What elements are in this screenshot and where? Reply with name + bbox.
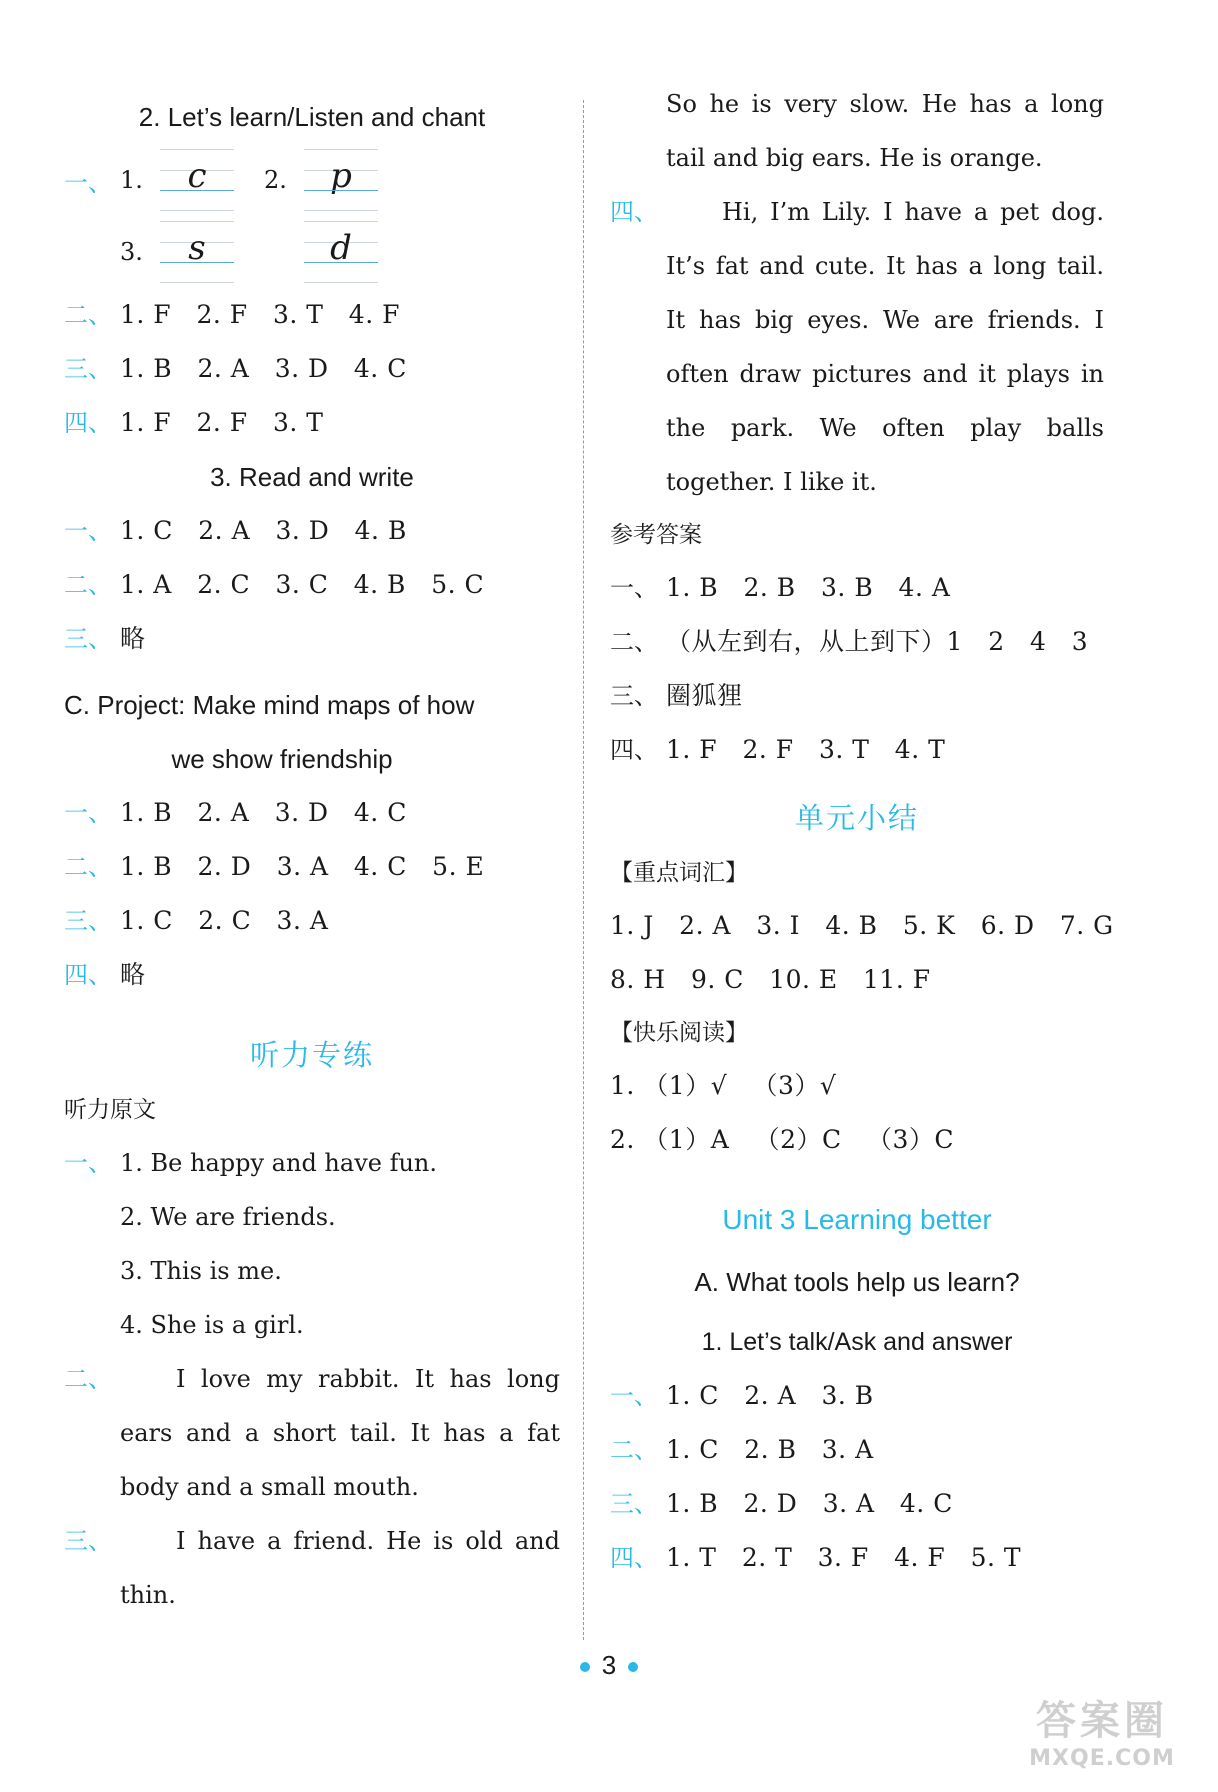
- question-mark: 一、: [610, 1382, 658, 1410]
- question-mark: 二、: [610, 1436, 658, 1464]
- handwritten-letter: c: [187, 156, 207, 196]
- answers: 1. J 2. A 3. I 4. B 5. K 6. D 7. G: [610, 911, 1114, 940]
- watermark-logo: [1012, 1696, 1192, 1780]
- question-mark: 四、: [610, 1544, 658, 1572]
- unit3-title: Unit 3 Learning better: [722, 1204, 992, 1235]
- listening-title: 听力专练: [249, 1038, 374, 1072]
- answers: 1. （1）√ （3）√: [610, 1071, 837, 1100]
- answer-row: [64, 558, 560, 612]
- unit3-subtitle: A. What tools help us learn?: [694, 1267, 1020, 1297]
- answer-row: [610, 723, 1104, 777]
- handwriting-row-2: [64, 216, 560, 288]
- answers: 1. C 2. C 3. A: [120, 906, 329, 935]
- vocab-answers: [610, 953, 1104, 1007]
- four-line-grid: [304, 149, 378, 211]
- answer-row: [64, 288, 560, 342]
- answer-row: [64, 840, 560, 894]
- watermark-url: MXQE.COM: [1029, 1746, 1175, 1771]
- question-mark: 四、: [64, 409, 112, 437]
- four-line-grid: [304, 221, 378, 283]
- transcript-q2: [64, 1352, 560, 1514]
- answers: （从左到右，从上到下）1 2 4 3: [666, 627, 1089, 656]
- question-mark: 四、: [64, 961, 112, 989]
- answers: 1. A 2. C 3. C 4. B 5. C: [120, 570, 485, 599]
- answer-row: [610, 1531, 1104, 1585]
- question-mark: 一、: [64, 168, 112, 197]
- answer-row: [64, 612, 560, 666]
- item-number: 1.: [120, 166, 143, 194]
- answer-row: [64, 342, 560, 396]
- four-line-grid: [160, 221, 234, 283]
- section-title-learn-chant: 2. Let’s learn/Listen and chant: [138, 102, 486, 132]
- section-title-project: C. Project: Make mind maps of how: [64, 690, 475, 720]
- answers: 1. F 2. F 3. T 4. T: [666, 735, 946, 764]
- question-mark: 三、: [610, 1490, 658, 1518]
- answers: 1. B 2. D 3. A 4. C 5. E: [120, 852, 485, 881]
- transcript-label: 听力原文: [64, 1097, 156, 1123]
- answer-row: [64, 894, 560, 948]
- question-mark: 二、: [64, 1365, 112, 1393]
- answer-row: [610, 1477, 1104, 1531]
- item-number: 2.: [264, 166, 287, 194]
- question-mark: 三、: [64, 625, 112, 653]
- question-mark: 四、: [610, 736, 658, 764]
- dot-icon: [628, 1662, 638, 1672]
- question-mark: 一、: [64, 799, 112, 827]
- question-mark: 一、: [610, 574, 658, 602]
- answers: 1. B 2. D 3. A 4. C: [666, 1489, 953, 1518]
- answers-label: 参考答案: [610, 522, 702, 548]
- reading-label: 【快乐阅读】: [610, 1020, 748, 1046]
- answers: 1. F 2. F 3. T 4. F: [120, 300, 400, 329]
- handwriting-row-1: [64, 144, 560, 216]
- transcript-q4: [610, 185, 1104, 509]
- answer-row: [64, 948, 560, 1002]
- answers: 8. H 9. C 10. E 11. F: [610, 965, 931, 994]
- transcript-paragraph: Hi, I’m Lily. I have a pet dog. It’s fat and cute. It has a long tail. It has big eyes. We are friends. I often draw pictures and it plays in the park. We often play balls together. I like it.: [666, 198, 1104, 496]
- transcript-paragraph: I love my rabbit. It has long ears and a short tail. It has a fat body and a small mouth.: [120, 1365, 560, 1501]
- transcript-line: 4. She is a girl.: [120, 1311, 304, 1339]
- handwritten-letter: p: [330, 156, 352, 196]
- transcript-q1: [64, 1136, 560, 1352]
- column-divider: [583, 100, 584, 1640]
- answer-row: [64, 396, 560, 450]
- answers: 1. C 2. A 3. D 4. B: [120, 516, 407, 545]
- page-number-text: 3: [601, 1650, 617, 1680]
- answers: 1. T 2. T 3. F 4. F 5. T: [666, 1543, 1022, 1572]
- answer-row: [610, 1369, 1104, 1423]
- question-mark: 三、: [64, 1527, 112, 1555]
- question-mark: 一、: [64, 1149, 112, 1177]
- answers: 1. B 2. A 3. D 4. C: [120, 354, 407, 383]
- section-title-read-write: 3. Read and write: [210, 462, 414, 492]
- answer-row: [610, 669, 1104, 723]
- question-mark: 一、: [64, 517, 112, 545]
- question-mark: 二、: [64, 853, 112, 881]
- item-number: 3.: [120, 238, 143, 266]
- transcript-paragraph: I have a friend. He is old and thin.: [120, 1527, 560, 1609]
- question-mark: 三、: [64, 355, 112, 383]
- answer-row: [610, 561, 1104, 615]
- four-line-grid: [160, 149, 234, 211]
- handwritten-letter: d: [330, 228, 352, 268]
- answer-row: [64, 504, 560, 558]
- answer-row: [64, 786, 560, 840]
- reading-answers: [610, 1113, 1104, 1167]
- vocab-label: 【重点词汇】: [610, 860, 748, 886]
- section-title-project-line2: we show friendship: [171, 744, 393, 774]
- right-column: [610, 77, 1114, 1585]
- reading-answers: [610, 1059, 1104, 1113]
- transcript-line: 2. We are friends.: [120, 1203, 336, 1231]
- answers: 1. C 2. B 3. A: [666, 1435, 874, 1464]
- handwritten-letter: s: [188, 228, 206, 268]
- watermark-text: 答案圈: [1036, 1698, 1168, 1744]
- question-mark: 三、: [64, 907, 112, 935]
- unit-summary-title: 单元小结: [794, 801, 919, 835]
- answers: 略: [120, 960, 146, 989]
- transcript-line: 3. This is me.: [120, 1257, 282, 1285]
- answers: 圈狐狸: [666, 681, 743, 710]
- question-mark: 二、: [64, 301, 112, 329]
- answer-row: [610, 1423, 1104, 1477]
- transcript-q3: [64, 1514, 560, 1622]
- answers: 略: [120, 624, 146, 653]
- transcript-line: 1. Be happy and have fun.: [120, 1149, 438, 1177]
- question-mark: 四、: [610, 198, 658, 226]
- answer-row: [610, 615, 1104, 669]
- page-number: [0, 1650, 1218, 1681]
- question-mark: 三、: [610, 682, 658, 710]
- answers: 1. B 2. B 3. B 4. A: [666, 573, 951, 602]
- answers: 1. B 2. A 3. D 4. C: [120, 798, 407, 827]
- transcript-continued: So he is very slow. He has a long tail and big ears. He is orange.: [666, 90, 1104, 172]
- question-mark: 二、: [610, 628, 658, 656]
- unit3-section-title: 1. Let’s talk/Ask and answer: [701, 1328, 1013, 1356]
- question-mark: 二、: [64, 571, 112, 599]
- answers: 2. （1）A （2）C （3）C: [610, 1125, 955, 1154]
- vocab-answers: [610, 899, 1114, 953]
- dot-icon: [580, 1662, 590, 1672]
- answers: 1. F 2. F 3. T: [120, 408, 324, 437]
- left-column: [64, 90, 560, 1622]
- answers: 1. C 2. A 3. B: [666, 1381, 874, 1410]
